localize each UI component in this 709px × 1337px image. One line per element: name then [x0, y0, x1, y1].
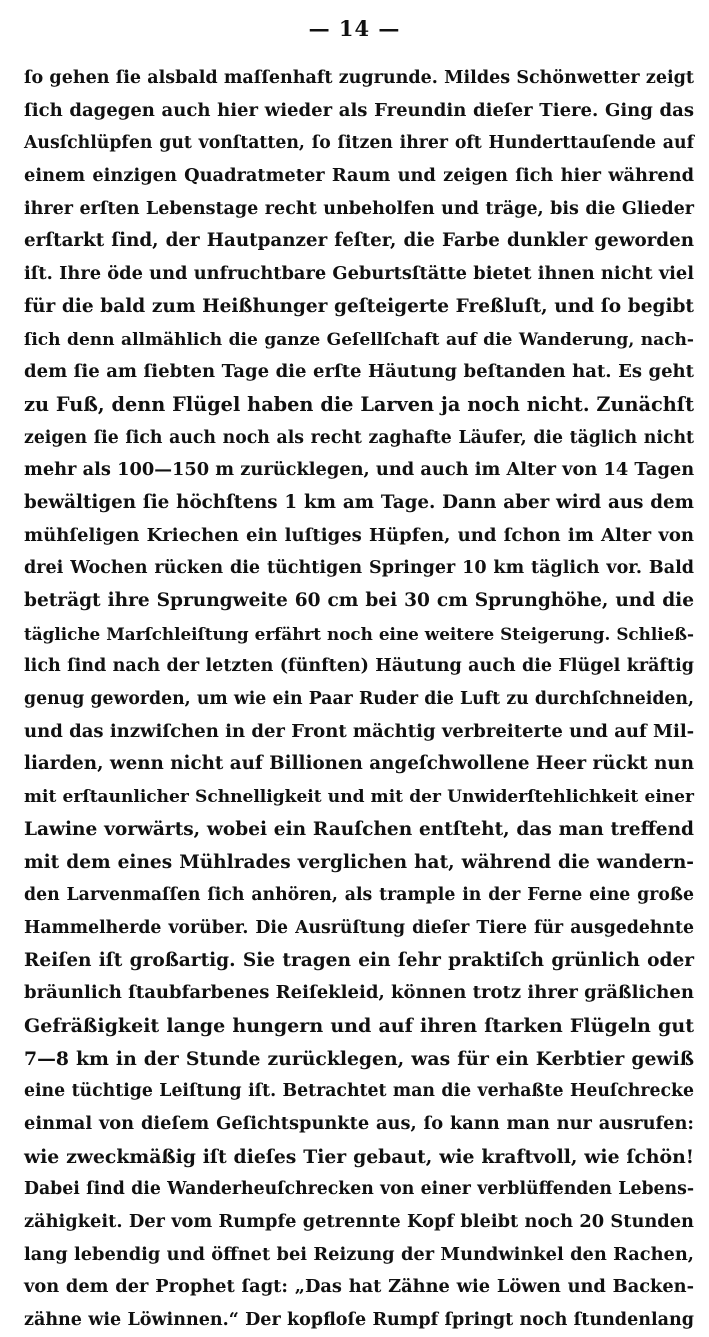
text-line: mit erſtaunlicher Schnelligkeit und mit der Unwiderſtehlichkeit einer — [24, 787, 694, 808]
text-line: Lawine vorwärts, wobei ein Rauſchen entſteht, das man treffend — [24, 818, 694, 840]
text-line: und das inzwiſchen in der Front mächtig verbreiterte und auf Mil- — [24, 720, 695, 742]
page-number: — 14 — — [308, 16, 401, 41]
text-line: dem ſie am ſiebten Tage die erſte Häutung beſtanden hat. Es geht — [24, 361, 694, 383]
text-line: den Larvenmaſſen ſich anhören, als trample in der Ferne eine große — [24, 885, 694, 906]
text-line: mühſeligen Kriechen ein luſtiges Hüpfen, und ſchon im Alter von — [24, 524, 694, 546]
text-line: beträgt ihre Sprungweite 60 cm bei 30 cm Sprunghöhe, und die — [24, 590, 694, 611]
text-line: Gefräßigkeit lange hungern und auf ihren ſtarken Flügeln gut — [24, 1014, 694, 1037]
text-line: bräunlich ſtaubfarbenes Reiſekleid, können trotz ihrer gräßlichen — [24, 982, 694, 1004]
text-line: ihrer erſten Lebenstage recht unbeholfen und träge, bis die Glieder — [24, 198, 694, 219]
text-line: ſich denn allmählich die ganze Geſellſchaft auf die Wanderung, nach- — [24, 329, 694, 350]
text-line: Hammelherde vorüber. Die Ausrüſtung dieſer Tiere für ausgedehnte — [24, 917, 694, 938]
text-line: liarden, wenn nicht auf Billionen angeſchwollene Heer rückt nun — [24, 753, 694, 775]
text-line: bewältigen ſie höchſtens 1 km am Tage. Dann aber wird aus dem — [24, 491, 694, 513]
text-line: erſtarkt ſind, der Hautpanzer feſter, die Farbe dunkler geworden — [24, 230, 694, 252]
text-line: genug geworden, um wie ein Paar Ruder die Luft zu durchſchneiden, — [24, 689, 694, 710]
text-line: mehr als 100—150 m zurücklegen, und auch im Alter von 14 Tagen — [24, 459, 695, 481]
text-line: iſt. Ihre öde und unfruchtbare Geburtsſtätte bietet ihnen nicht viel — [24, 263, 694, 285]
text-line: ſich dagegen auch hier wieder als Freundin dieſer Tiere. Ging das — [24, 99, 694, 121]
text-line: zu Fuß, denn Flügel haben die Larven ja noch nicht. Zunächſt — [24, 392, 694, 416]
text-line: Dabei ſind die Wanderheuſchrecken von einer verblüffenden Lebens- — [24, 1179, 694, 1200]
text-line: mit dem eines Mühlrades verglichen hat, während die wandern- — [24, 851, 694, 873]
text-line: einem einzigen Quadratmeter Raum und zeigen ſich hier während — [24, 165, 694, 187]
text-line: drei Wochen rücken die tüchtigen Springer 10 km täglich vor. Bald — [24, 558, 694, 579]
text-line: Ausſchlüpfen gut vonſtatten, ſo ſitzen ihrer oft Hunderttauſende auf — [24, 133, 694, 154]
text-line: lang lebendig und öffnet bei Reizung der Mundwinkel den Rachen, — [24, 1243, 694, 1265]
text-line: lich ſind nach der letzten (fünften) Häutung auch die Flügel kräftig — [24, 656, 694, 677]
text-line: einmal von dieſem Geſichtspunkte aus, ſo kann man nur ausrufen: — [24, 1113, 694, 1134]
text-line: 7—8 km in der Stunde zurücklegen, was für ein Kerbtier gewiß — [24, 1047, 694, 1070]
text-line: ſo gehen ſie alsbald maſſenhaft zugrunde. Mildes Schönwetter zeigt — [24, 68, 694, 88]
text-line: wie zweckmäßig iſt dieſes Tier gebaut, wie kraftvoll, wie ſchön! — [24, 1145, 694, 1168]
text-line: für die bald zum Heißhunger geſteigerte Freßluſt, und ſo begibt — [24, 295, 694, 317]
body-text — [24, 62, 694, 1337]
text-line: Reiſen iſt großartig. Sie tragen ein ſehr praktiſch grünlich oder — [24, 949, 694, 971]
text-line: zähne wie Löwinnen.“ Der kopfloſe Rumpf ſpringt noch ſtundenlang — [24, 1310, 694, 1331]
text-line: von dem der Prophet ſagt: „Das hat Zähne wie Löwen und Backen- — [24, 1276, 694, 1298]
text-line: zeigen ſie ſich auch noch als recht zaghafte Läufer, die täglich nicht — [24, 427, 694, 448]
text-line: zähigkeit. Der vom Rumpfe getrennte Kopf bleibt noch 20 Stunden — [24, 1211, 694, 1233]
text-line: tägliche Marſchleiſtung erfährt noch eine weitere Steigerung. Schließ- — [24, 623, 694, 644]
text-line: eine tüchtige Leiſtung iſt. Betrachtet man die verhaßte Heuſchrecke — [24, 1081, 694, 1102]
